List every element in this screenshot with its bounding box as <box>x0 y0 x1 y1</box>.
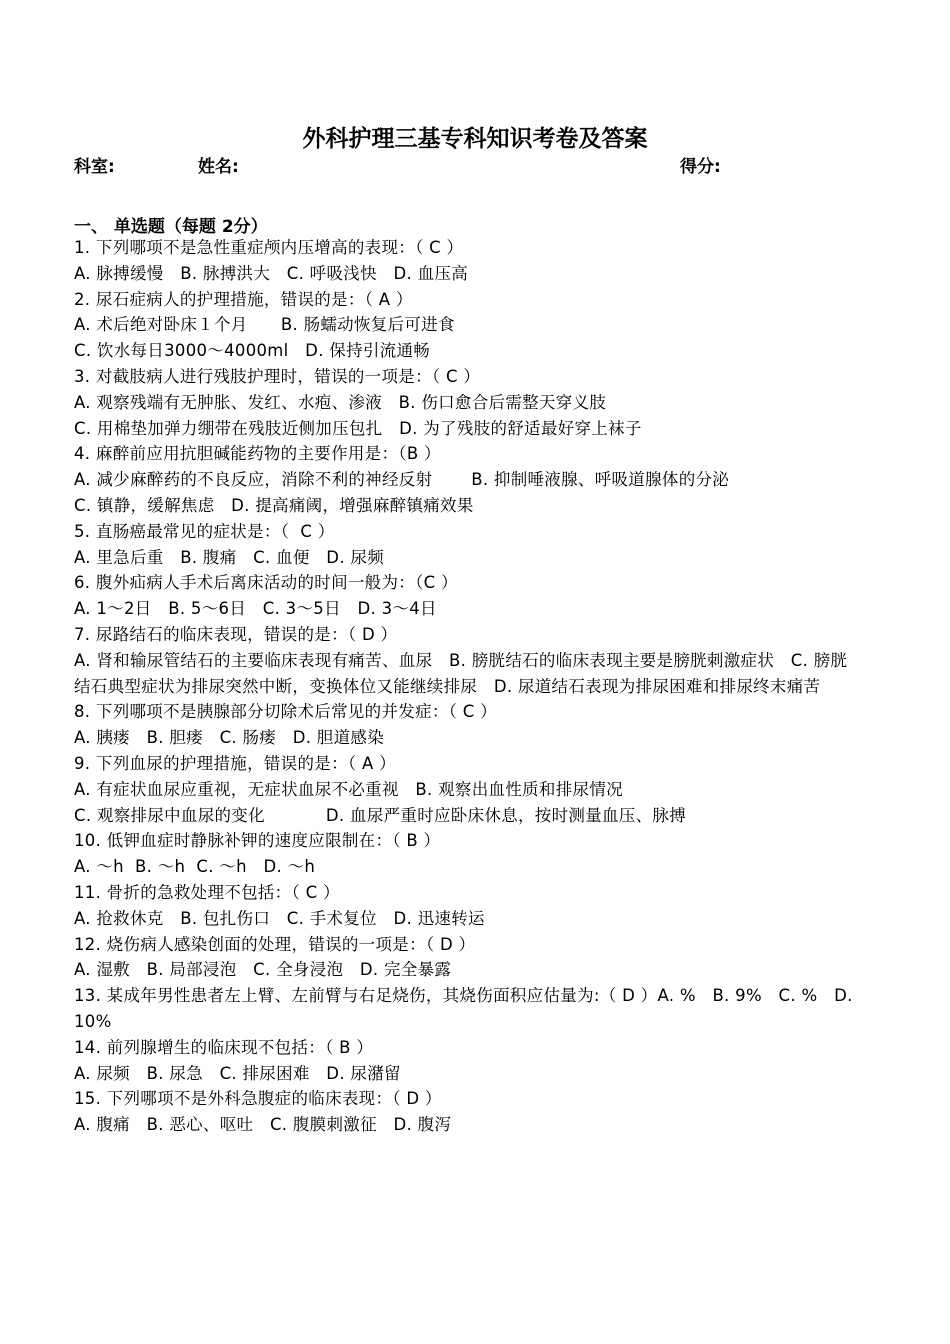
question-9: 9. 下列血尿的护理措施，错误的是：（ A ） <box>74 753 396 773</box>
options-8: A. 胰瘘 B. 胆瘘 C. 肠瘘 D. 胆道感染 <box>74 728 385 748</box>
question-6: 6. 腹外疝病人手术后离床活动的时间一般为：（C ） <box>74 573 458 593</box>
options-5: A. 里急后重 B. 腹痛 C. 血便 D. 尿频 <box>74 547 385 567</box>
options-4b: C. 镇静，缓解焦虑 D. 提高痛阈，增强麻醉镇痛效果 <box>74 495 474 515</box>
options-14: A. 尿频 B. 尿急 C. 排尿困难 D. 尿潴留 <box>74 1063 401 1083</box>
question-14: 14. 前列腺增生的临床现不包括：（ B ） <box>74 1037 374 1057</box>
options-3a: A. 观察残端有无肿胀、发红、水疱、渗液 B. 伤口愈合后需整天穿义肢 <box>74 392 607 412</box>
options-4a: A. 减少麻醉药的不良反应，消除不利的神经反射 B. 抑制唾液腺、呼吸道腺体的分泌 <box>74 470 730 490</box>
options-10: A. ～h B. ～h C. ～h D. ～h <box>74 857 316 877</box>
page-title: 外科护理三基专科知识考卷及答案 <box>302 126 648 152</box>
options-9a: A. 有症状血尿应重视，无症状血尿不必重视 B. 观察出血性质和排尿情况 <box>74 779 623 799</box>
question-12: 12. 烧伤病人感染创面的处理，错误的一项是：（ D ） <box>74 934 476 954</box>
options-1: A. 脉搏缓慢 B. 脉搏洪大 C. 呼吸浅快 D. 血压高 <box>74 263 469 283</box>
name-label: 姓名: <box>198 157 239 177</box>
question-10: 10. 低钾血症时静脉补钾的速度应限制在：（ B ） <box>74 831 441 851</box>
question-1: 1. 下列哪项不是急性重症颅内压增高的表现：（ C ） <box>74 238 464 257</box>
question-13: 13. 某成年男性患者左上臂、左前臂与右足烧伤，其烧伤面积应估量为:（ D ）A. % B. 9% C. % D. 10% <box>74 986 859 1031</box>
score-label: 得分: <box>680 157 721 177</box>
options-6: A. 1～2日 B. 5～6日 C. 3～5日 D. 3～4日 <box>74 599 437 619</box>
question-8: 8. 下列哪项不是胰腺部分切除术后常见的并发症：（ C ） <box>74 702 497 722</box>
question-11: 11. 骨折的急救处理不包括：（ C ） <box>74 882 340 902</box>
dept-label: 科室: <box>74 157 115 177</box>
options-7: A. 肾和输尿管结石的主要临床表现有痛苦、血尿 B. 膀胱结石的临床表现主要是膀胱刺激症状 C. 膀胱结石典型症状为排尿突然中断，变换体位又能继续排尿 D. 尿道结石表现为排尿困难和排尿终末痛苦 <box>74 650 848 696</box>
options-2b: C. 饮水每日3000～4000ml D. 保持引流通畅 <box>74 341 431 361</box>
options-9b: C. 观察排尿中血尿的变化 D. 血尿严重时应卧床休息，按时测量血压、脉搏 <box>74 805 686 825</box>
options-2a: A. 术后绝对卧床１个月 B. 肠蠕动恢复后可进食 <box>74 315 455 335</box>
question-3: 3. 对截肢病人进行残肢护理时，错误的一项是：（ C ） <box>74 366 481 386</box>
options-12: A. 湿敷 B. 局部浸泡 C. 全身浸泡 D. 完全暴露 <box>74 960 452 980</box>
options-3b: C. 用棉垫加弹力绷带在残肢近侧加压包扎 D. 为了残肢的舒适最好穿上袜子 <box>74 418 642 438</box>
question-2: 2. 尿石症病人的护理措施，错误的是：（ A ） <box>74 289 413 309</box>
question-list <box>74 235 859 1138</box>
section-heading: 一、 单选题（每题 2分） <box>74 217 268 237</box>
options-11: A. 抢救休克 B. 包扎伤口 C. 手术复位 D. 迅速转运 <box>74 908 485 928</box>
question-5: 5. 直肠癌最常见的症状是：（ C ） <box>74 521 335 541</box>
question-15: 15. 下列哪项不是外科急腹症的临床表现：（ D ） <box>74 1089 442 1109</box>
question-4: 4. 麻醉前应用抗胆碱能药物的主要作用是：（B ） <box>74 444 441 464</box>
question-7: 7. 尿路结石的临床表现，错误的是：（ D ） <box>74 624 398 644</box>
options-15: A. 腹痛 B. 恶心、呕吐 C. 腹膜刺激征 D. 腹泻 <box>74 1115 452 1135</box>
